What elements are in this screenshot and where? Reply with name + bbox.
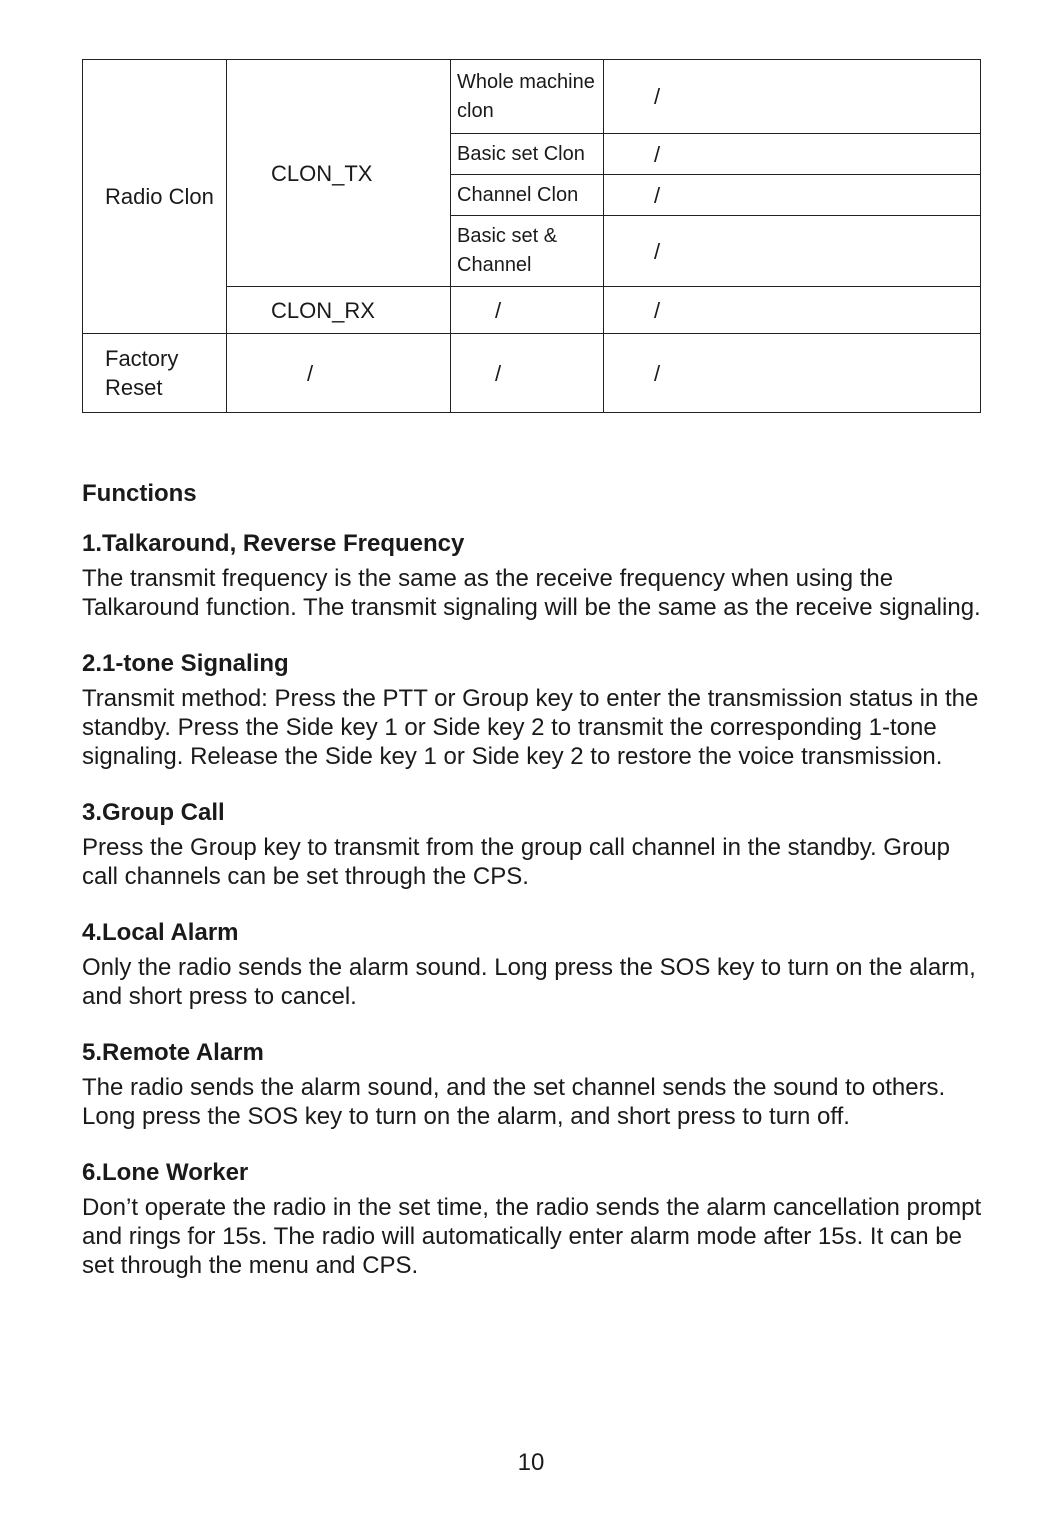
function-heading: 5.Remote Alarm xyxy=(82,1039,264,1066)
function-item xyxy=(82,648,987,771)
function-body: Don’t operate the radio in the set time, the radio sends the alarm cancellation prompt and rings for 15s. The radio will automatically enter alarm mode after 15s. It can be set through the menu and CPS. xyxy=(82,1194,982,1279)
function-heading: 2.1-tone Signaling xyxy=(82,650,289,677)
function-body: The radio sends the alarm sound, and the set channel sends the sound to others. Long press the SOS key to turn on the alarm, and short press to turn off. xyxy=(82,1074,946,1130)
cell-whole-machine: Whole machine clon xyxy=(451,60,604,134)
function-item xyxy=(82,917,987,1011)
cell-slash: / xyxy=(604,175,981,216)
function-item xyxy=(82,528,987,622)
cell-slash: / xyxy=(604,334,981,413)
cell-clon-rx: CLON_RX xyxy=(227,287,451,334)
function-item xyxy=(82,797,987,891)
function-item xyxy=(82,1037,987,1131)
cell-basic-set: Basic set Clon xyxy=(451,134,604,175)
cell-slash: / xyxy=(604,60,981,134)
function-body: Transmit method: Press the PTT or Group key to enter the transmission status in the standby. Press the Side key 1 or Side key 2 to transmit the corresponding 1-tone signaling. Release the Side key 1 or Side key 2 to restore the voice transmission. xyxy=(82,685,979,770)
cell-radio-clon: Radio Clon xyxy=(83,60,227,334)
cell-basic-channel: Basic set & Channel xyxy=(451,216,604,287)
function-body: Only the radio sends the alarm sound. Long press the SOS key to turn on the alarm, and short press to cancel. xyxy=(82,954,976,1010)
functions-section xyxy=(82,478,987,1300)
function-item xyxy=(82,1157,987,1280)
page-number: 10 xyxy=(517,1449,545,1476)
cell-slash: / xyxy=(227,334,451,413)
clone-settings-table xyxy=(82,59,981,413)
cell-slash: / xyxy=(451,287,604,334)
function-heading: 4.Local Alarm xyxy=(82,919,239,946)
function-heading: 3.Group Call xyxy=(82,799,225,826)
function-body: The transmit frequency is the same as the receive frequency when using the Talkaround function. The transmit signaling will be the same as the receive signaling. xyxy=(82,565,981,621)
cell-slash: / xyxy=(604,216,981,287)
cell-slash: / xyxy=(451,334,604,413)
cell-slash: / xyxy=(604,287,981,334)
functions-title: Functions xyxy=(82,480,197,507)
function-body: Press the Group key to transmit from the group call channel in the standby. Group call channels can be set through the CPS. xyxy=(82,834,950,890)
cell-slash: / xyxy=(604,134,981,175)
cell-clon-tx: CLON_TX xyxy=(227,60,451,287)
function-heading: 1.Talkaround, Reverse Frequency xyxy=(82,530,465,557)
cell-channel-clon: Channel Clon xyxy=(451,175,604,216)
function-heading: 6.Lone Worker xyxy=(82,1159,249,1186)
cell-factory-reset: Factory Reset xyxy=(83,334,227,413)
